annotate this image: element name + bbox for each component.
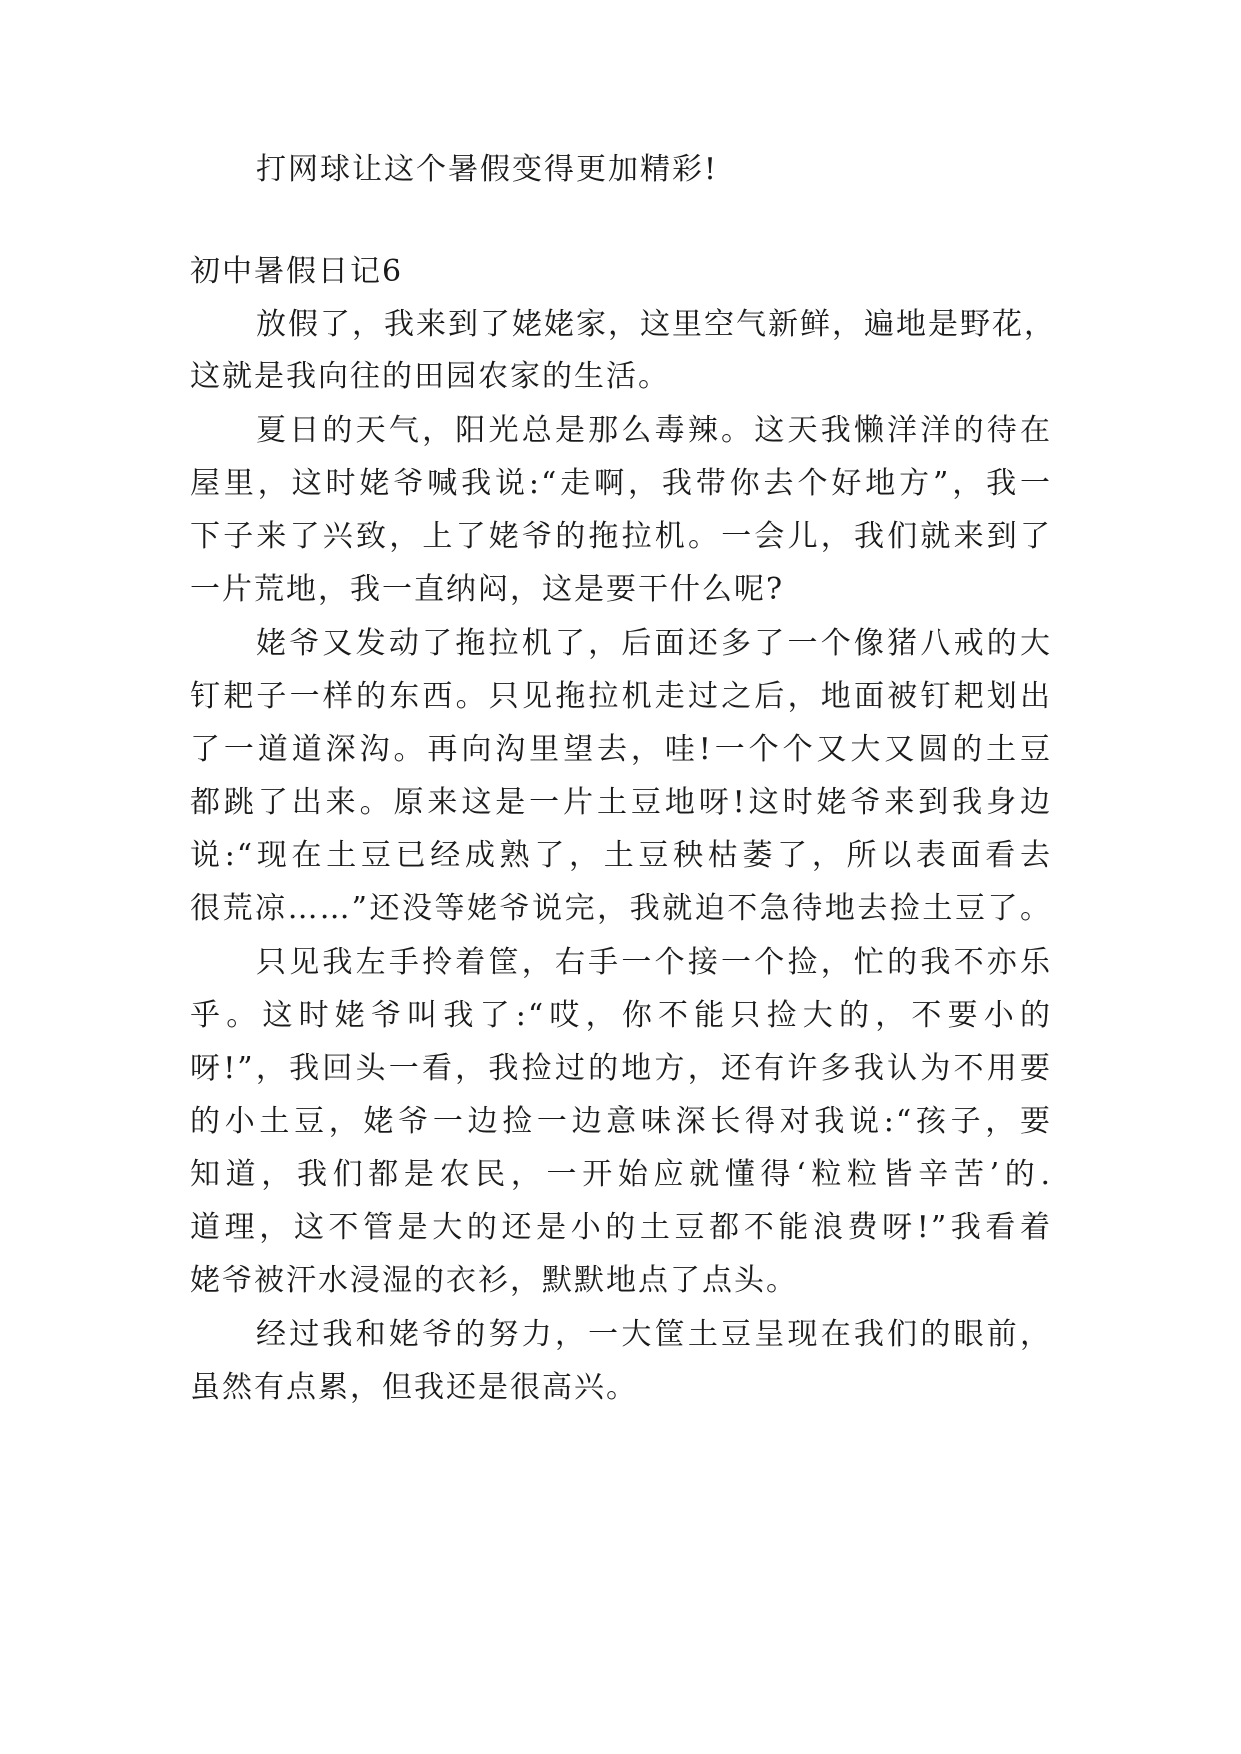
paragraph-line: 说:“现在土豆已经成熟了，土豆秧枯萎了，所以表面看去 [190,838,1052,873]
paragraph-line: 夏日的天气，阳光总是那么毒辣。这天我懒洋洋的待在 [256,413,1052,448]
paragraph-line: 屋里，这时姥爷喊我说:“走啊，我带你去个好地方”，我一 [190,466,1052,501]
paragraph-line: 道理，这不管是大的还是小的土豆都不能浪费呀!”我看着 [190,1210,1052,1245]
paragraph-line: 知道，我们都是农民，一开始应就懂得‘粒粒皆辛苦’的. [190,1157,1052,1192]
paragraph-line: 乎。这时姥爷叫我了:“哎，你不能只捡大的，不要小的 [190,998,1052,1033]
paragraph-line: 经过我和姥爷的努力，一大筐土豆呈现在我们的眼前， [256,1317,1052,1352]
paragraph-line: 虽然有点累，但我还是很高兴。 [190,1370,638,1405]
paragraph-line: 姥爷被汗水浸湿的衣衫，默默地点了点头。 [190,1263,798,1298]
paragraph-line: 一片荒地，我一直纳闷，这是要干什么呢? [190,572,785,607]
paragraph-line: 这就是我向往的田园农家的生活。 [190,359,670,394]
paragraph-line: 姥爷又发动了拖拉机了，后面还多了一个像猪八戒的大 [256,626,1052,661]
paragraph-line: 都跳了出来。原来这是一片土豆地呀!这时姥爷来到我身边 [190,785,1052,820]
section-title: 初中暑假日记6 [190,254,404,289]
paragraph-line: 钉耙子一样的东西。只见拖拉机走过之后，地面被钉耙划出 [190,679,1052,714]
closing-sentence: 打网球让这个暑假变得更加精彩! [256,152,719,187]
paragraph-line: 的小土豆，姥爷一边捡一边意味深长得对我说:“孩子，要 [190,1104,1052,1139]
paragraph-line: 放假了，我来到了姥姥家，这里空气新鲜，遍地是野花， [256,307,1056,342]
paragraph-line: 只见我左手拎着筐，右手一个接一个捡，忙的我不亦乐 [256,945,1052,980]
paragraph-line: 很荒凉……”还没等姥爷说完，我就迫不急待地去捡土豆了。 [190,891,1052,926]
paragraph-line: 呀!”，我回头一看，我捡过的地方，还有许多我认为不用要 [190,1051,1052,1086]
paragraph-line: 下子来了兴致，上了姥爷的拖拉机。一会儿，我们就来到了 [190,519,1052,554]
paragraph-line: 了一道道深沟。再向沟里望去，哇!一个个又大又圆的土豆 [190,732,1052,767]
